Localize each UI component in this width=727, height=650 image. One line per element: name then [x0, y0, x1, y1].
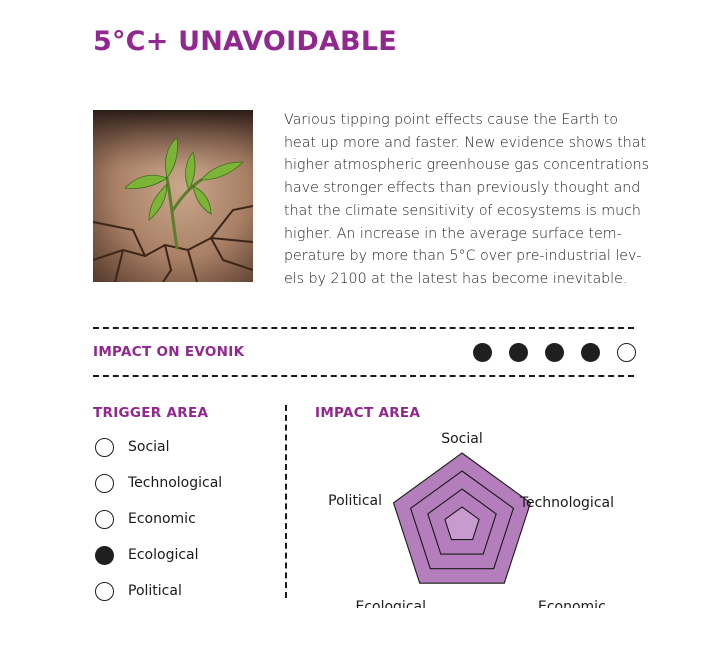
- trigger-item-label: Social: [128, 439, 170, 455]
- page-title: 5°C+ UNAVOIDABLE: [93, 26, 397, 57]
- description-line: have stronger effects than previously thought and: [284, 180, 641, 197]
- description-line: higher atmospheric greenhouse gas concentrations: [284, 157, 650, 174]
- rating-dot-filled: [509, 343, 528, 362]
- trigger-item-label: Technological: [128, 475, 223, 491]
- trigger-item-label: Economic: [128, 511, 196, 527]
- radio-empty-icon: [95, 474, 114, 493]
- section-divider: [285, 405, 287, 598]
- trigger-area-heading: TRIGGER AREA: [93, 405, 209, 421]
- seedling-photo: [93, 110, 253, 282]
- description-line: perature by more than 5°C over pre-industrial lev-: [284, 248, 642, 265]
- trigger-item-label: Ecological: [128, 547, 199, 563]
- impact-rating: [473, 343, 634, 362]
- radio-empty-icon: [95, 582, 114, 601]
- impact-area-heading: IMPACT AREA: [315, 405, 421, 421]
- description-line: that the climate sensitivity of ecosystems is much: [284, 202, 641, 219]
- rating-dot-filled: [545, 343, 564, 362]
- divider-top: [93, 327, 634, 329]
- radio-filled-icon: [95, 546, 114, 565]
- description-line: els by 2100 at the latest has become inevitable.: [284, 270, 628, 287]
- radar-axis-label-technological: Technological: [519, 495, 614, 511]
- impact-area-radar: [320, 428, 650, 608]
- radar-axis-label-social: Social: [441, 431, 483, 447]
- radio-empty-icon: [95, 438, 114, 457]
- impact-label: IMPACT ON EVONIK: [93, 344, 245, 360]
- rating-dot-filled: [581, 343, 600, 362]
- divider-bottom: [93, 375, 634, 377]
- rating-dot-filled: [473, 343, 492, 362]
- radar-axis-label-political: Political: [328, 493, 382, 509]
- description-line: higher. An increase in the average surface tem-: [284, 225, 622, 242]
- description-line: Various tipping point effects cause the Earth to: [284, 112, 619, 128]
- description-text: [284, 109, 650, 291]
- radio-empty-icon: [95, 510, 114, 529]
- rating-dot-empty: [617, 343, 636, 362]
- description-line: heat up more and faster. New evidence shows that: [284, 134, 647, 151]
- trigger-item-label: Political: [128, 583, 182, 599]
- radar-axis-label-ecological: Ecological: [355, 599, 426, 608]
- radar-axis-label-economic: Economic: [538, 599, 606, 608]
